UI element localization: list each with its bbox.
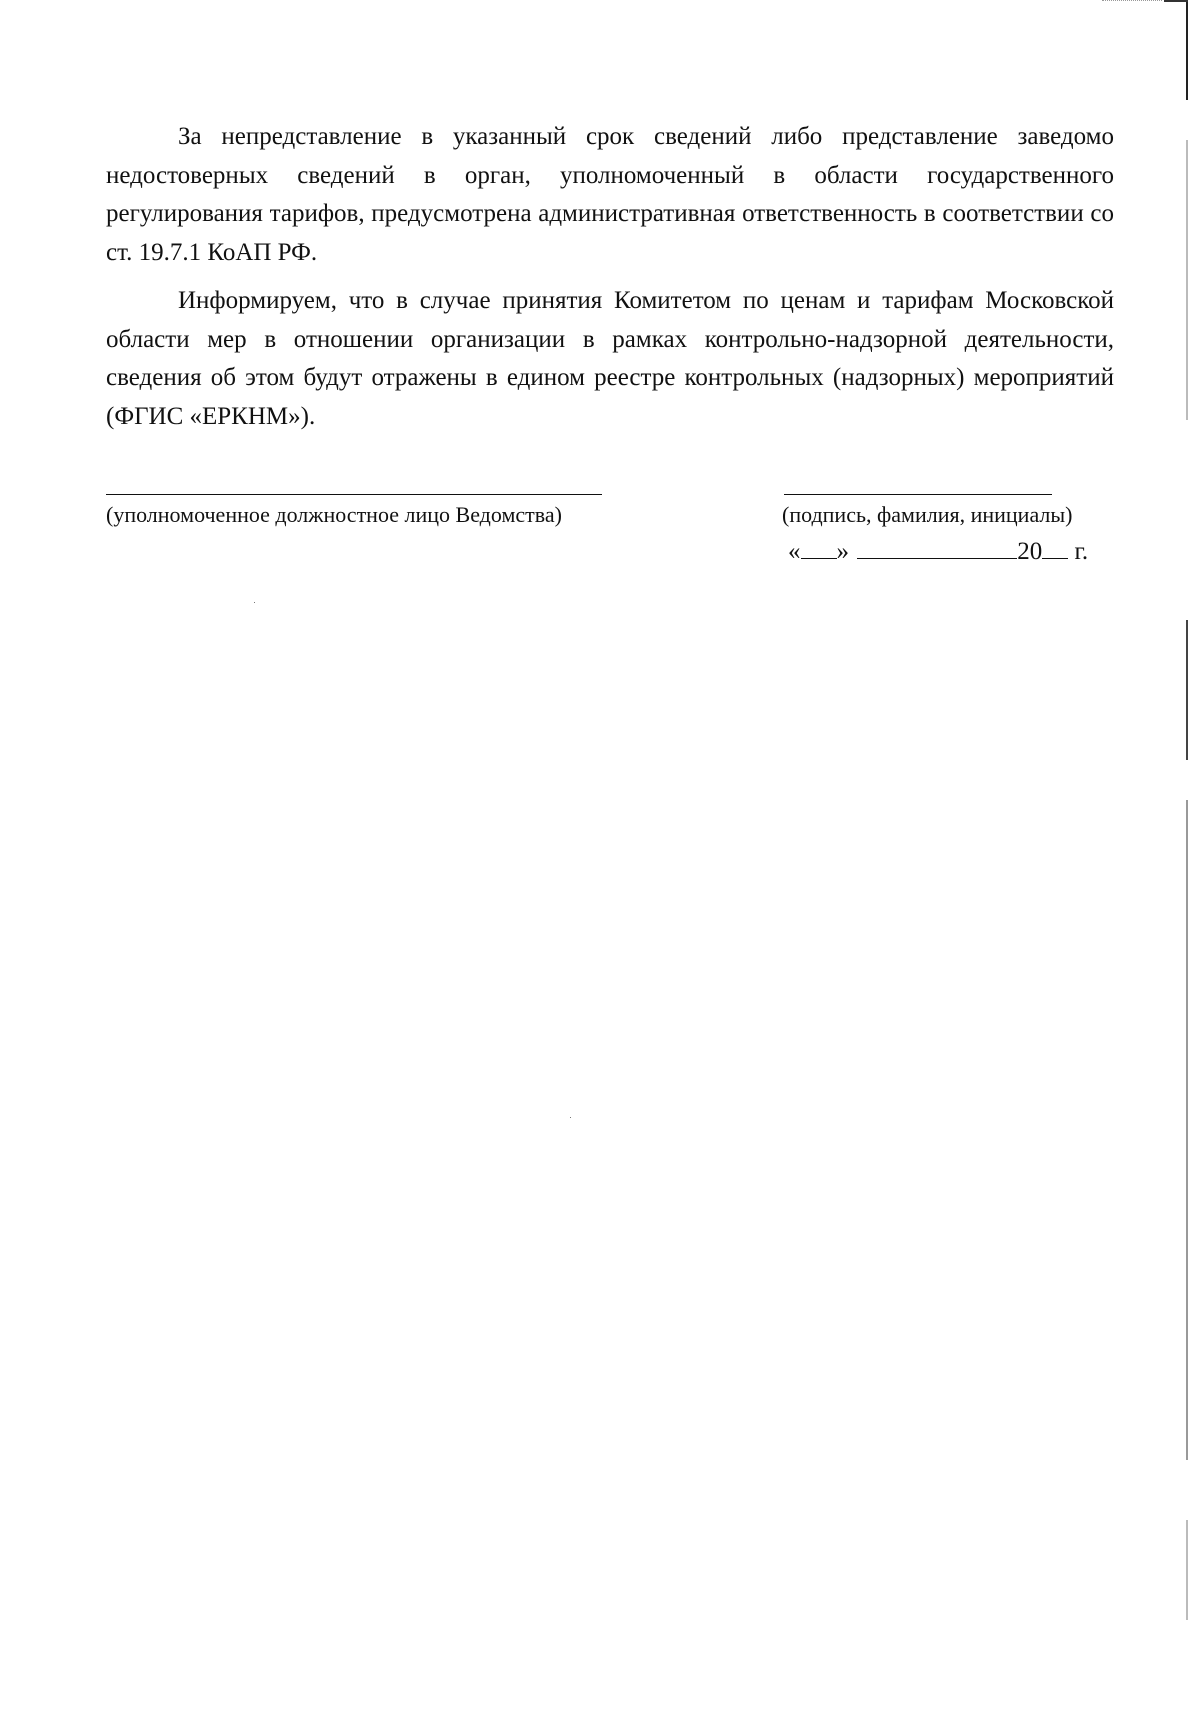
date-month-blank bbox=[857, 536, 1017, 559]
date-close-quote: » bbox=[836, 538, 849, 565]
date-field bbox=[788, 536, 1088, 566]
scan-speck bbox=[570, 1117, 571, 1118]
document-body bbox=[106, 118, 1114, 446]
scan-top-artifact bbox=[1164, 0, 1188, 2]
date-day-blank bbox=[801, 536, 837, 559]
scan-speck bbox=[254, 602, 255, 603]
official-signature-line bbox=[106, 494, 602, 495]
date-year-suffix: г. bbox=[1074, 538, 1089, 565]
paragraph-erknm-notice: Информируем, что в случае принятия Комитетом по ценам и тарифам Московской области мер в отношении организации в рамках контрольно-надзорной деятельности, сведения об этом будут отражены в едином реестре контрольных (надзорных) мероприятий (ФГИС «ЕРКНМ»). bbox=[106, 287, 1114, 430]
date-open-quote: « bbox=[788, 538, 801, 565]
signature-caption: (подпись, фамилия, инициалы) bbox=[782, 502, 1073, 527]
official-caption: (уполномоченное должностное лицо Ведомства) bbox=[106, 502, 562, 527]
paragraph-liability: За непредставление в указанный срок сведений либо представление заведомо недостоверных сведений в орган, уполномоченный в области государственного регулирования тарифов, предусмотрена административная ответственность в соответствии со ст. 19.7.1 КоАП РФ. bbox=[106, 123, 1114, 266]
scan-dots-artifact bbox=[1102, 0, 1162, 2]
scan-edge-artifact bbox=[1186, 0, 1188, 1714]
date-year-prefix: 20 bbox=[1017, 538, 1043, 565]
signature-line bbox=[784, 494, 1052, 495]
date-year-blank bbox=[1042, 536, 1068, 559]
